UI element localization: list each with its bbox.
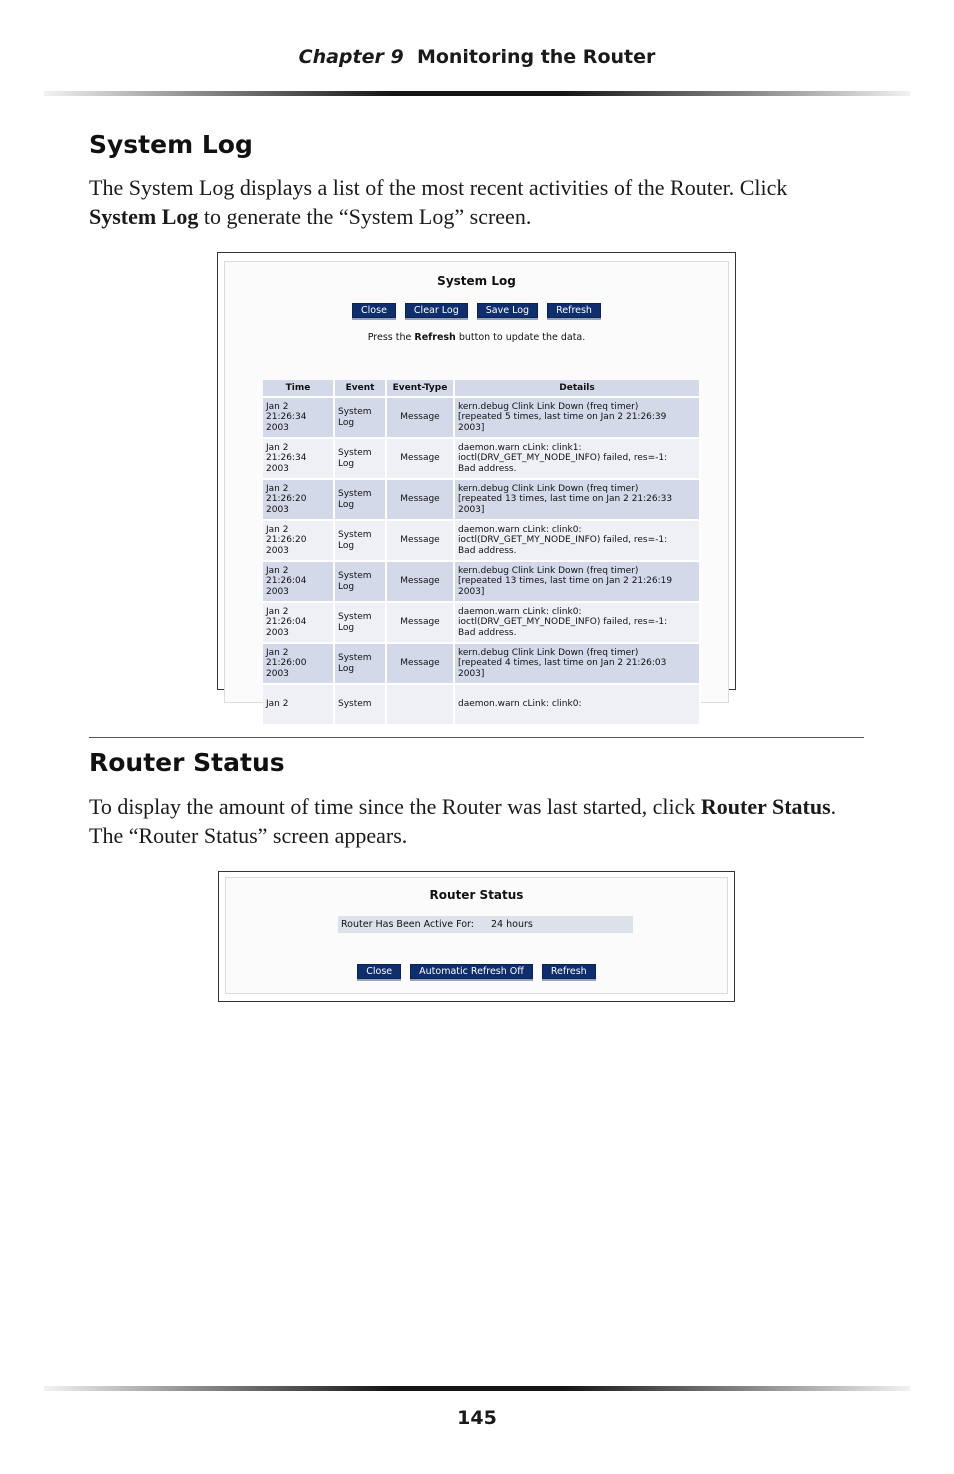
details-cell [454,684,700,724]
event-cell-line: System [338,612,372,622]
time-cell-line: 21:26:20 [266,494,307,505]
event-cell [334,479,386,520]
system-log-screen-title: System Log [437,274,516,288]
details-cell-line: [repeated 13 times, last time on Jan 2 21:26:19 [458,576,673,587]
time-cell [263,479,334,520]
event-type-cell: Message [386,397,454,438]
page-number: 145 [457,1407,497,1429]
table-row [263,684,700,724]
details-cell [454,397,700,438]
time-cell-line: 2003 [266,463,289,474]
automatic-refresh-toggle-button[interactable]: Automatic Refresh Off [410,964,533,979]
clear-log-button[interactable]: Clear Log [405,303,468,318]
para-text: The System Log displays a list of the most recent activities of the Router. Click [89,175,788,200]
time-cell-line: 2003 [266,668,289,679]
time-cell-line: Jan 2 [266,442,289,453]
event-type-cell: Message [386,520,454,561]
table-row [263,438,700,479]
details-cell-line: [repeated 13 times, last time on Jan 2 21:26:33 [458,494,673,505]
details-cell-line: kern.debug Clink Link Down (freq timer) [458,483,639,494]
time-cell [263,602,334,643]
save-log-button[interactable]: Save Log [477,303,538,318]
event-cell [334,602,386,643]
para-text: to generate the “System Log” screen. [198,204,532,229]
time-cell-line: 21:26:20 [266,535,307,546]
close-button[interactable]: Close [357,964,401,979]
event-type-cell: Message [386,561,454,602]
hint-text: Press the [367,332,415,343]
system-log-button-row [225,303,728,318]
system-log-panel [224,261,729,710]
table-row [263,520,700,561]
table-row [263,479,700,520]
uptime-row [338,916,633,933]
router-status-screen-title: Router Status [429,888,524,902]
time-cell-line: Jan 2 [266,606,289,617]
close-button[interactable]: Close [352,303,396,318]
column-header-event-type: Event-Type [386,380,454,397]
time-cell-line: Jan 2 [266,524,289,535]
time-cell-line: 21:26:04 [266,576,307,587]
system-log-heading: System Log [89,130,253,159]
uptime-label: Router Has Been Active For: [341,919,474,930]
refresh-button[interactable]: Refresh [547,303,601,318]
router-status-panel [225,877,728,994]
hint-bold: Refresh [414,332,456,343]
router-status-paragraph [89,792,849,850]
time-cell-line: 2003 [266,627,289,638]
details-cell [454,520,700,561]
event-cell [334,643,386,684]
event-cell-line: System [338,699,372,710]
details-cell-line: 2003] [458,586,485,597]
details-cell-line: kern.debug Clink Link Down (freq timer) [458,647,639,658]
section-divider [89,737,864,738]
para-bold: System Log [89,204,199,229]
event-type-cell: Message [386,602,454,643]
event-cell [334,397,386,438]
details-cell [454,561,700,602]
time-cell [263,684,334,724]
uptime-value: 24 hours [491,919,533,930]
time-cell [263,643,334,684]
details-cell [454,602,700,643]
event-cell-line: Log [338,458,355,469]
router-status-screenshot [218,871,735,1002]
details-cell-line: Bad address. [458,627,517,638]
router-status-button-row [226,964,727,979]
router-status-heading: Router Status [89,748,285,777]
details-cell-line: 2003] [458,668,485,679]
event-type-cell: Message [386,479,454,520]
event-cell-line: System [338,489,372,499]
refresh-hint [225,332,728,343]
event-type-cell: Message [386,643,454,684]
details-cell-line: ioctl(DRV_GET_MY_NODE_INFO) failed, res=-1: [458,535,668,546]
event-type-cell [386,684,454,724]
time-cell [263,438,334,479]
details-cell-line: [repeated 5 times, last time on Jan 2 21:26:39 [458,412,667,423]
time-cell-line: Jan 2 [266,401,289,412]
event-cell-line: System [338,571,372,581]
time-cell [263,561,334,602]
event-cell-line: Log [338,540,355,551]
para-text: To display the amount of time since the Router was last started, click [89,794,701,819]
event-cell-line: System [338,448,372,458]
event-cell-line: System [338,407,372,417]
hint-text: button to update the data. [455,332,586,343]
details-cell-line: kern.debug Clink Link Down (freq timer) [458,401,639,412]
event-cell-line: System [338,653,372,663]
table-row [263,561,700,602]
column-header-event: Event [334,380,386,397]
event-cell [334,684,386,724]
details-cell-line: daemon.warn cLink: clink0: [458,524,582,535]
time-cell-line: 21:26:04 [266,617,307,628]
time-cell [263,397,334,438]
time-cell-line: 21:26:00 [266,658,307,669]
para-bold: Router Status [700,794,831,819]
system-log-screenshot [217,252,736,710]
details-cell-line: Bad address. [458,463,517,474]
system-log-paragraph [89,173,849,231]
table-row [263,397,700,438]
refresh-button[interactable]: Refresh [542,964,596,979]
time-cell-line: Jan 2 [266,483,289,494]
time-cell [263,520,334,561]
details-cell-line: daemon.warn cLink: clink0: [458,699,582,710]
column-header-details: Details [454,380,700,397]
details-cell [454,479,700,520]
event-cell-line: Log [338,417,355,428]
event-cell-line: Log [338,622,355,633]
details-cell-line: kern.debug Clink Link Down (freq timer) [458,565,639,576]
time-cell-line: Jan 2 [266,565,289,576]
footer-rule [44,1386,910,1391]
time-cell-line: 2003 [266,422,289,433]
details-cell-line: daemon.warn cLink: clink0: [458,606,582,617]
system-log-table-body [263,397,700,724]
time-cell-line: 2003 [266,504,289,515]
para-text: . The “Router Status” screen appears. [89,794,837,848]
details-cell-line: daemon.warn cLink: clink1: [458,442,582,453]
chapter-title: Monitoring the Router [416,46,656,68]
event-cell [334,520,386,561]
table-header-row [263,380,700,397]
details-cell [454,438,700,479]
chapter-label: Chapter 9 [298,46,404,68]
time-cell-line: 2003 [266,545,289,556]
details-cell-line: 2003] [458,422,485,433]
event-type-cell: Message [386,438,454,479]
running-header [0,46,954,68]
details-cell-line: ioctl(DRV_GET_MY_NODE_INFO) failed, res=-1: [458,617,668,628]
event-cell-line: Log [338,499,355,510]
details-cell-line: [repeated 4 times, last time on Jan 2 21:26:03 [458,658,667,669]
details-cell [454,643,700,684]
event-cell-line: Log [338,663,355,674]
header-rule [44,91,910,96]
time-cell-line: 21:26:34 [266,453,307,464]
time-cell-line: 2003 [266,586,289,597]
time-cell-line: 21:26:34 [266,412,307,423]
details-cell-line: 2003] [458,504,485,515]
details-cell-line: Bad address. [458,545,517,556]
table-row [263,643,700,684]
event-cell-line: Log [338,581,355,592]
column-header-time: Time [263,380,334,397]
event-cell [334,438,386,479]
event-cell [334,561,386,602]
time-cell-line: Jan 2 [266,647,289,658]
time-cell-line: Jan 2 [266,699,289,710]
table-row [263,602,700,643]
system-log-table [263,380,701,724]
details-cell-line: ioctl(DRV_GET_MY_NODE_INFO) failed, res=-1: [458,453,668,464]
event-cell-line: System [338,530,372,540]
